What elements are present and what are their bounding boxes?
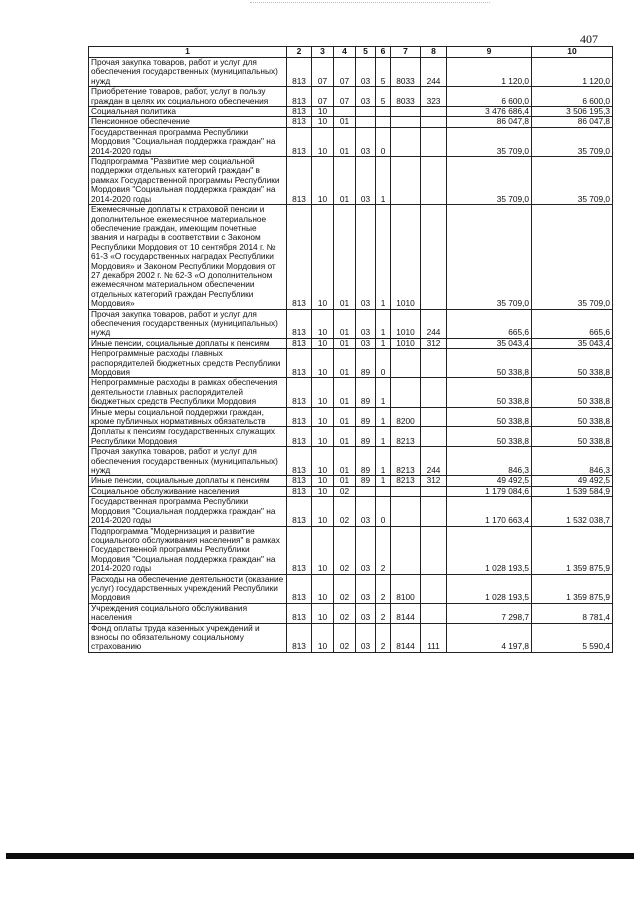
article-code: 8200 (391, 407, 421, 427)
row-name: Социальное обслуживание населения (89, 486, 287, 496)
subprogram-code: 1 (376, 205, 391, 309)
table-row (89, 338, 613, 348)
header-row (89, 47, 613, 58)
row-name: Приобретение товаров, работ, услуг в пользу граждан в целях их социального обеспечения (89, 87, 287, 107)
admin-code: 813 (287, 603, 312, 623)
subprogram-code: 2 (376, 623, 391, 652)
admin-code: 813 (287, 407, 312, 427)
amount-year-1: 1 120,0 (447, 58, 532, 87)
row-name: Государственная программа Республики Мордовия "Социальная поддержка граждан" на 2014-2020 годы (89, 497, 287, 526)
article-code (391, 127, 421, 156)
amount-year-2: 8 781,4 (532, 603, 613, 623)
amount-year-1: 1 028 193,5 (447, 574, 532, 603)
subsection-code: 01 (334, 447, 356, 476)
admin-code: 813 (287, 378, 312, 407)
article-code (391, 349, 421, 378)
table-body (89, 58, 613, 653)
subprogram-code (376, 486, 391, 496)
subprogram-code: 2 (376, 603, 391, 623)
expense-type-code (421, 486, 447, 496)
subsection-code: 01 (334, 127, 356, 156)
section-code: 10 (312, 623, 334, 652)
subsection-code: 02 (334, 603, 356, 623)
article-code: 8213 (391, 447, 421, 476)
subprogram-code: 0 (376, 497, 391, 526)
amount-year-1: 35 043,4 (447, 338, 532, 348)
section-code: 10 (312, 309, 334, 338)
article-code (391, 378, 421, 407)
admin-code: 813 (287, 574, 312, 603)
article-code: 8100 (391, 574, 421, 603)
subprogram-code: 1 (376, 309, 391, 338)
expense-type-code (421, 526, 447, 574)
expense-type-code (421, 127, 447, 156)
amount-year-1: 50 338,8 (447, 407, 532, 427)
amount-year-2: 1 532 038,7 (532, 497, 613, 526)
amount-year-1: 50 338,8 (447, 378, 532, 407)
admin-code: 813 (287, 87, 312, 107)
section-code: 10 (312, 447, 334, 476)
program-code: 89 (356, 349, 376, 378)
row-name: Иные пенсии, социальные доплаты к пенсиям (89, 476, 287, 486)
row-name: Пенсионное обеспечение (89, 117, 287, 127)
column-header: 5 (356, 47, 376, 58)
amount-year-1: 846,3 (447, 447, 532, 476)
admin-code: 813 (287, 497, 312, 526)
expense-type-code (421, 349, 447, 378)
amount-year-1: 3 476 686,4 (447, 107, 532, 117)
subprogram-code: 1 (376, 378, 391, 407)
expense-type-code (421, 497, 447, 526)
amount-year-2: 50 338,8 (532, 407, 613, 427)
subprogram-code: 2 (376, 574, 391, 603)
section-code: 10 (312, 497, 334, 526)
table-row (89, 623, 613, 652)
article-code: 8213 (391, 427, 421, 447)
row-name: Непрограммные расходы главных распорядителей бюджетных средств Республики Мордовия (89, 349, 287, 378)
expense-type-code (421, 407, 447, 427)
amount-year-2: 665,6 (532, 309, 613, 338)
article-code (391, 497, 421, 526)
row-name: Иные меры социальной поддержки граждан, кроме публичных нормативных обязательств (89, 407, 287, 427)
table-row (89, 127, 613, 156)
program-code: 89 (356, 427, 376, 447)
subsection-code: 01 (334, 407, 356, 427)
subsection-code: 01 (334, 157, 356, 205)
amount-year-2: 86 047,8 (532, 117, 613, 127)
table-row (89, 427, 613, 447)
article-code: 1010 (391, 205, 421, 309)
admin-code: 813 (287, 309, 312, 338)
program-code: 03 (356, 309, 376, 338)
section-code: 10 (312, 205, 334, 309)
subsection-code: 01 (334, 378, 356, 407)
section-code: 10 (312, 117, 334, 127)
budget-table (88, 46, 613, 653)
amount-year-1: 7 298,7 (447, 603, 532, 623)
section-code: 10 (312, 526, 334, 574)
subsection-code: 01 (334, 338, 356, 348)
subprogram-code (376, 107, 391, 117)
column-header: 6 (376, 47, 391, 58)
article-code (391, 107, 421, 117)
subsection-code: 01 (334, 427, 356, 447)
admin-code: 813 (287, 117, 312, 127)
admin-code: 813 (287, 58, 312, 87)
section-code: 10 (312, 427, 334, 447)
program-code: 89 (356, 447, 376, 476)
subprogram-code: 1 (376, 447, 391, 476)
admin-code: 813 (287, 427, 312, 447)
admin-code: 813 (287, 476, 312, 486)
table-row (89, 87, 613, 107)
amount-year-1: 35 709,0 (447, 157, 532, 205)
table-row (89, 407, 613, 427)
expense-type-code (421, 205, 447, 309)
amount-year-1: 86 047,8 (447, 117, 532, 127)
section-code: 10 (312, 407, 334, 427)
expense-type-code (421, 574, 447, 603)
amount-year-1: 35 709,0 (447, 127, 532, 156)
row-name: Социальная политика (89, 107, 287, 117)
article-code: 8033 (391, 58, 421, 87)
column-header: 9 (447, 47, 532, 58)
program-code: 03 (356, 338, 376, 348)
program-code: 89 (356, 476, 376, 486)
row-name: Прочая закупка товаров, работ и услуг для обеспечения государственных (муниципальных) нужд (89, 58, 287, 87)
table-row (89, 526, 613, 574)
table-row (89, 349, 613, 378)
program-code (356, 486, 376, 496)
amount-year-2: 50 338,8 (532, 378, 613, 407)
subprogram-code: 1 (376, 157, 391, 205)
subprogram-code: 1 (376, 476, 391, 486)
amount-year-2: 6 600,0 (532, 87, 613, 107)
program-code: 03 (356, 526, 376, 574)
program-code: 03 (356, 127, 376, 156)
article-code: 8144 (391, 623, 421, 652)
amount-year-1: 1 028 193,5 (447, 526, 532, 574)
amount-year-1: 50 338,8 (447, 427, 532, 447)
subprogram-code: 0 (376, 349, 391, 378)
amount-year-2: 50 338,8 (532, 349, 613, 378)
row-name: Иные пенсии, социальные доплаты к пенсиям (89, 338, 287, 348)
column-header: 1 (89, 47, 287, 58)
expense-type-code (421, 603, 447, 623)
subprogram-code: 1 (376, 407, 391, 427)
column-header: 10 (532, 47, 613, 58)
article-code: 8033 (391, 87, 421, 107)
amount-year-2: 35 709,0 (532, 127, 613, 156)
program-code: 03 (356, 574, 376, 603)
expense-type-code: 312 (421, 338, 447, 348)
amount-year-1: 1 179 084,6 (447, 486, 532, 496)
table-row (89, 486, 613, 496)
table-row (89, 117, 613, 127)
table-row (89, 603, 613, 623)
table-row (89, 309, 613, 338)
row-name: Доплаты к пенсиям государственных служащих Республики Мордовия (89, 427, 287, 447)
article-code: 8144 (391, 603, 421, 623)
amount-year-2: 1 539 584,9 (532, 486, 613, 496)
admin-code: 813 (287, 127, 312, 156)
article-code: 1010 (391, 309, 421, 338)
section-code: 07 (312, 87, 334, 107)
program-code (356, 107, 376, 117)
article-code (391, 486, 421, 496)
amount-year-2: 1 120,0 (532, 58, 613, 87)
section-code: 10 (312, 574, 334, 603)
subprogram-code (376, 117, 391, 127)
article-code: 8213 (391, 476, 421, 486)
program-code: 03 (356, 623, 376, 652)
admin-code: 813 (287, 107, 312, 117)
amount-year-1: 35 709,0 (447, 205, 532, 309)
amount-year-2: 35 043,4 (532, 338, 613, 348)
program-code: 03 (356, 603, 376, 623)
column-header: 8 (421, 47, 447, 58)
admin-code: 813 (287, 623, 312, 652)
subsection-code (334, 107, 356, 117)
section-code: 07 (312, 58, 334, 87)
section-code: 10 (312, 476, 334, 486)
section-code: 10 (312, 107, 334, 117)
table-row (89, 447, 613, 476)
expense-type-code (421, 427, 447, 447)
program-code: 03 (356, 497, 376, 526)
expense-type-code: 244 (421, 447, 447, 476)
subprogram-code: 5 (376, 87, 391, 107)
subsection-code: 02 (334, 574, 356, 603)
section-code: 10 (312, 157, 334, 205)
row-name: Расходы на обеспечение деятельности (оказание услуг) государственных учреждений Республики Мордовия (89, 574, 287, 603)
row-name: Государственная программа Республики Мордовия "Социальная поддержка граждан" на 2014-2020 годы (89, 127, 287, 156)
amount-year-1: 50 338,8 (447, 349, 532, 378)
row-name: Непрограммные расходы в рамках обеспечения деятельности главных распорядителей бюджетных средств Республики Мордовия (89, 378, 287, 407)
expense-type-code (421, 107, 447, 117)
amount-year-1: 49 492,5 (447, 476, 532, 486)
amount-year-2: 5 590,4 (532, 623, 613, 652)
table-row (89, 157, 613, 205)
program-code (356, 117, 376, 127)
subsection-code: 07 (334, 58, 356, 87)
admin-code: 813 (287, 349, 312, 378)
column-header: 4 (334, 47, 356, 58)
row-name: Ежемесячные доплаты к страховой пенсии и дополнительное ежемесячное материальное обеспечение граждан, имеющим почетные звания и награды в соответствии с Законом Республики Мордовия от 10 сентября 2014 г. № 61-З «О государственных наградах Республики Мордовия» и Законом Республики Мордовия от 27 декабря 2002 г. № 62-З «О дополнительном ежемесячном материальном обеспечении отдельных категорий граждан Республики Мордовия» (89, 205, 287, 309)
table-row (89, 107, 613, 117)
admin-code: 813 (287, 447, 312, 476)
row-name: Прочая закупка товаров, работ и услуг для обеспечения государственных (муниципальных) нужд (89, 309, 287, 338)
amount-year-1: 6 600,0 (447, 87, 532, 107)
amount-year-2: 1 359 875,9 (532, 526, 613, 574)
subprogram-code: 1 (376, 338, 391, 348)
amount-year-1: 1 170 663,4 (447, 497, 532, 526)
admin-code: 813 (287, 157, 312, 205)
subsection-code: 02 (334, 497, 356, 526)
amount-year-2: 1 359 875,9 (532, 574, 613, 603)
amount-year-2: 3 506 195,3 (532, 107, 613, 117)
article-code: 1010 (391, 338, 421, 348)
page-number: 407 (580, 32, 598, 46)
program-code: 89 (356, 378, 376, 407)
expense-type-code: 111 (421, 623, 447, 652)
column-header: 2 (287, 47, 312, 58)
bottom-rule (6, 853, 634, 859)
section-code: 10 (312, 338, 334, 348)
table-row (89, 497, 613, 526)
program-code: 03 (356, 58, 376, 87)
subsection-code: 07 (334, 87, 356, 107)
amount-year-2: 846,3 (532, 447, 613, 476)
section-code: 10 (312, 486, 334, 496)
article-code (391, 157, 421, 205)
admin-code: 813 (287, 526, 312, 574)
table-row (89, 476, 613, 486)
table-row (89, 58, 613, 87)
section-code: 10 (312, 349, 334, 378)
program-code: 03 (356, 205, 376, 309)
row-name: Фонд оплаты труда казенных учреждений и взносы по обязательному социальному страхованию (89, 623, 287, 652)
section-code: 10 (312, 603, 334, 623)
program-code: 89 (356, 407, 376, 427)
expense-type-code: 244 (421, 309, 447, 338)
section-code: 10 (312, 127, 334, 156)
expense-type-code (421, 378, 447, 407)
expense-type-code: 244 (421, 58, 447, 87)
amount-year-1: 665,6 (447, 309, 532, 338)
subsection-code: 01 (334, 117, 356, 127)
table-row (89, 574, 613, 603)
scan-artifact (250, 2, 490, 5)
subprogram-code: 5 (376, 58, 391, 87)
amount-year-2: 35 709,0 (532, 205, 613, 309)
subsection-code: 01 (334, 349, 356, 378)
subsection-code: 01 (334, 309, 356, 338)
amount-year-2: 35 709,0 (532, 157, 613, 205)
article-code (391, 117, 421, 127)
section-code: 10 (312, 378, 334, 407)
amount-year-2: 49 492,5 (532, 476, 613, 486)
admin-code: 813 (287, 338, 312, 348)
expense-type-code (421, 157, 447, 205)
admin-code: 813 (287, 486, 312, 496)
expense-type-code (421, 117, 447, 127)
amount-year-1: 4 197,8 (447, 623, 532, 652)
subsection-code: 02 (334, 623, 356, 652)
column-header: 7 (391, 47, 421, 58)
expense-type-code: 323 (421, 87, 447, 107)
amount-year-2: 50 338,8 (532, 427, 613, 447)
subprogram-code: 2 (376, 526, 391, 574)
row-name: Подпрограмма "Модернизация и развитие социального обслуживания населения" в рамках Государственной программы Республики Мордовия "Социальная поддержка граждан" на 2014-2020 годы (89, 526, 287, 574)
subsection-code: 02 (334, 486, 356, 496)
program-code: 03 (356, 87, 376, 107)
table-row (89, 378, 613, 407)
row-name: Учреждения социального обслуживания населения (89, 603, 287, 623)
column-header: 3 (312, 47, 334, 58)
article-code (391, 526, 421, 574)
table-row (89, 205, 613, 309)
subprogram-code: 0 (376, 127, 391, 156)
row-name: Прочая закупка товаров, работ и услуг для обеспечения государственных (муниципальных) нужд (89, 447, 287, 476)
row-name: Подпрограмма "Развитие мер социальной поддержки отдельных категорий граждан" в рамках Государственной программы Республики Мордовия "Социальная поддержка граждан" на 2014-2020 годы (89, 157, 287, 205)
program-code: 03 (356, 157, 376, 205)
subsection-code: 01 (334, 205, 356, 309)
admin-code: 813 (287, 205, 312, 309)
subsection-code: 01 (334, 476, 356, 486)
subsection-code: 02 (334, 526, 356, 574)
expense-type-code: 312 (421, 476, 447, 486)
subprogram-code: 1 (376, 427, 391, 447)
